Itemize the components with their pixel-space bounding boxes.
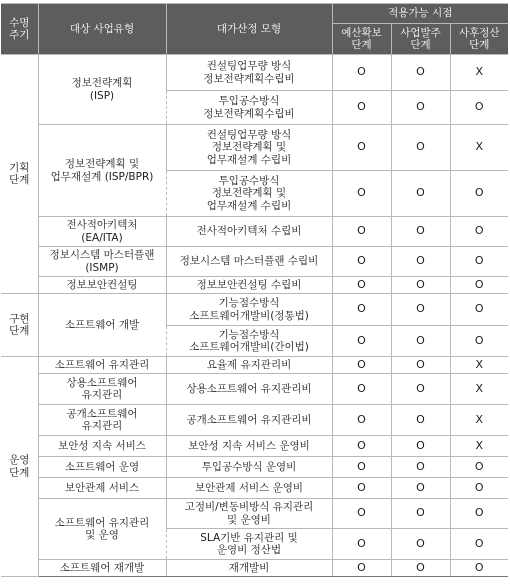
cost-model-cell: 기능점수방식 소프트웨어개발비(정통법) [166,294,332,326]
business-type-cell: 전사적아키텍처 (EA/ITA) [38,217,166,247]
settlement-stage-mark: O [450,277,508,294]
business-type-cell: 정보전략계획 (ISP) [38,55,166,125]
table-row [1,217,508,247]
budget-stage-mark: O [332,277,391,294]
order-stage-mark: O [391,277,450,294]
budget-stage-mark: O [332,357,391,374]
cost-model-cell: 정보시스템 마스터플랜 수립비 [166,247,332,277]
budget-stage-mark: O [332,171,391,217]
lifecycle-build: 구현 단계 [1,294,38,357]
cost-model-cell: 상용소프트웨어 유지관리비 [166,374,332,405]
settlement-stage-mark: O [450,457,508,478]
order-stage-mark: O [391,55,450,91]
business-type-cell: 상용소프트웨어 유지관리 [38,374,166,405]
budget-stage-mark: O [332,294,391,326]
table-row [1,405,508,436]
table-row [1,457,508,478]
budget-stage-mark: O [332,560,391,577]
business-type-cell: 소프트웨어 유지관리 [38,357,166,374]
header-applicable-timing: 적용가능 시점 [332,4,508,24]
budget-stage-mark: O [332,436,391,457]
business-type-cell: 소프트웨어 운영 [38,457,166,478]
settlement-stage-mark: X [450,357,508,374]
budget-stage-mark: O [332,55,391,91]
order-stage-mark: O [391,405,450,436]
lifecycle-operate: 운영 단계 [1,357,38,577]
settlement-stage-mark: O [450,478,508,499]
table-row [1,277,508,294]
table-row [1,247,508,277]
settlement-stage-mark: O [450,91,508,125]
header-business-type: 대상 사업유형 [38,4,166,55]
order-stage-mark: O [391,91,450,125]
cost-model-cell: 투입공수방식 정보전략계획 및 업무재설계 수립비 [166,171,332,217]
settlement-stage-mark: X [450,374,508,405]
settlement-stage-mark: O [450,294,508,326]
table-row [1,55,508,91]
order-stage-mark: O [391,125,450,171]
table-row [1,499,508,529]
cost-model-cell: 컨설팅업무량 방식 정보전략계획 및 업무재설계 수립비 [166,125,332,171]
table-row [1,125,508,171]
budget-stage-mark: O [332,125,391,171]
table-row [1,294,508,326]
order-stage-mark: O [391,560,450,577]
cost-model-cell: 전사적아키텍처 수립비 [166,217,332,247]
table-row [1,478,508,499]
header-budget-stage: 예산확보 단계 [332,24,391,55]
header-row [1,4,508,24]
table-row [1,357,508,374]
settlement-stage-mark: X [450,405,508,436]
settlement-stage-mark: O [450,529,508,560]
order-stage-mark: O [391,247,450,277]
budget-stage-mark: O [332,326,391,357]
cost-model-cell: 보안성 지속 서비스 운영비 [166,436,332,457]
order-stage-mark: O [391,436,450,457]
cost-model-table [1,3,508,577]
header-order-stage: 사업발주 단계 [391,24,450,55]
order-stage-mark: O [391,529,450,560]
cost-model-cell: 고정비/변동비방식 유지관리 및 운영비 [166,499,332,529]
header-cost-model: 대가산정 모형 [166,4,332,55]
lifecycle-plan: 기획 단계 [1,55,38,294]
order-stage-mark: O [391,478,450,499]
cost-model-cell: 투입공수방식 운영비 [166,457,332,478]
budget-stage-mark: O [332,405,391,436]
order-stage-mark: O [391,357,450,374]
budget-stage-mark: O [332,374,391,405]
business-type-cell: 정보보안컨설팅 [38,277,166,294]
cost-model-cell: 공개소프트웨어 유지관리비 [166,405,332,436]
cost-model-cell: 보안관제 서비스 운영비 [166,478,332,499]
cost-model-cell: SLA기반 유지관리 및 운영비 정산법 [166,529,332,560]
budget-stage-mark: O [332,478,391,499]
order-stage-mark: O [391,217,450,247]
budget-stage-mark: O [332,217,391,247]
budget-stage-mark: O [332,457,391,478]
table-row [1,560,508,577]
business-type-cell: 소프트웨어 개발 [38,294,166,357]
cost-model-cell: 재개발비 [166,560,332,577]
order-stage-mark: O [391,326,450,357]
order-stage-mark: O [391,499,450,529]
business-type-cell: 소프트웨어 유지관리 및 운영 [38,499,166,560]
budget-stage-mark: O [332,529,391,560]
business-type-cell: 보안관제 서비스 [38,478,166,499]
cost-model-cell: 기능점수방식 소프트웨어개발비(간이법) [166,326,332,357]
business-type-cell: 보안성 지속 서비스 [38,436,166,457]
settlement-stage-mark: O [450,247,508,277]
business-type-cell: 정보시스템 마스터플랜 (ISMP) [38,247,166,277]
table-row [1,436,508,457]
order-stage-mark: O [391,457,450,478]
business-type-cell: 공개소프트웨어 유지관리 [38,405,166,436]
settlement-stage-mark: X [450,125,508,171]
settlement-stage-mark: O [450,499,508,529]
order-stage-mark: O [391,171,450,217]
header-cycle: 수명 주기 [1,4,38,55]
settlement-stage-mark: O [450,560,508,577]
header-settlement-stage: 사후정산 단계 [450,24,508,55]
business-type-cell: 정보전략계획 및 업무재설계 (ISP/BPR) [38,125,166,217]
order-stage-mark: O [391,374,450,405]
cost-model-cell: 컨설팅업무량 방식 정보전략계획수립비 [166,55,332,91]
budget-stage-mark: O [332,247,391,277]
cost-model-cell: 요율제 유지관리비 [166,357,332,374]
settlement-stage-mark: X [450,436,508,457]
budget-stage-mark: O [332,499,391,529]
settlement-stage-mark: X [450,55,508,91]
table-row [1,374,508,405]
cost-model-cell: 투입공수방식 정보전략계획수립비 [166,91,332,125]
settlement-stage-mark: O [450,171,508,217]
order-stage-mark: O [391,294,450,326]
budget-stage-mark: O [332,91,391,125]
business-type-cell: 소프트웨어 재개발 [38,560,166,577]
settlement-stage-mark: O [450,217,508,247]
settlement-stage-mark: O [450,326,508,357]
cost-model-cell: 정보보안컨설팅 수립비 [166,277,332,294]
